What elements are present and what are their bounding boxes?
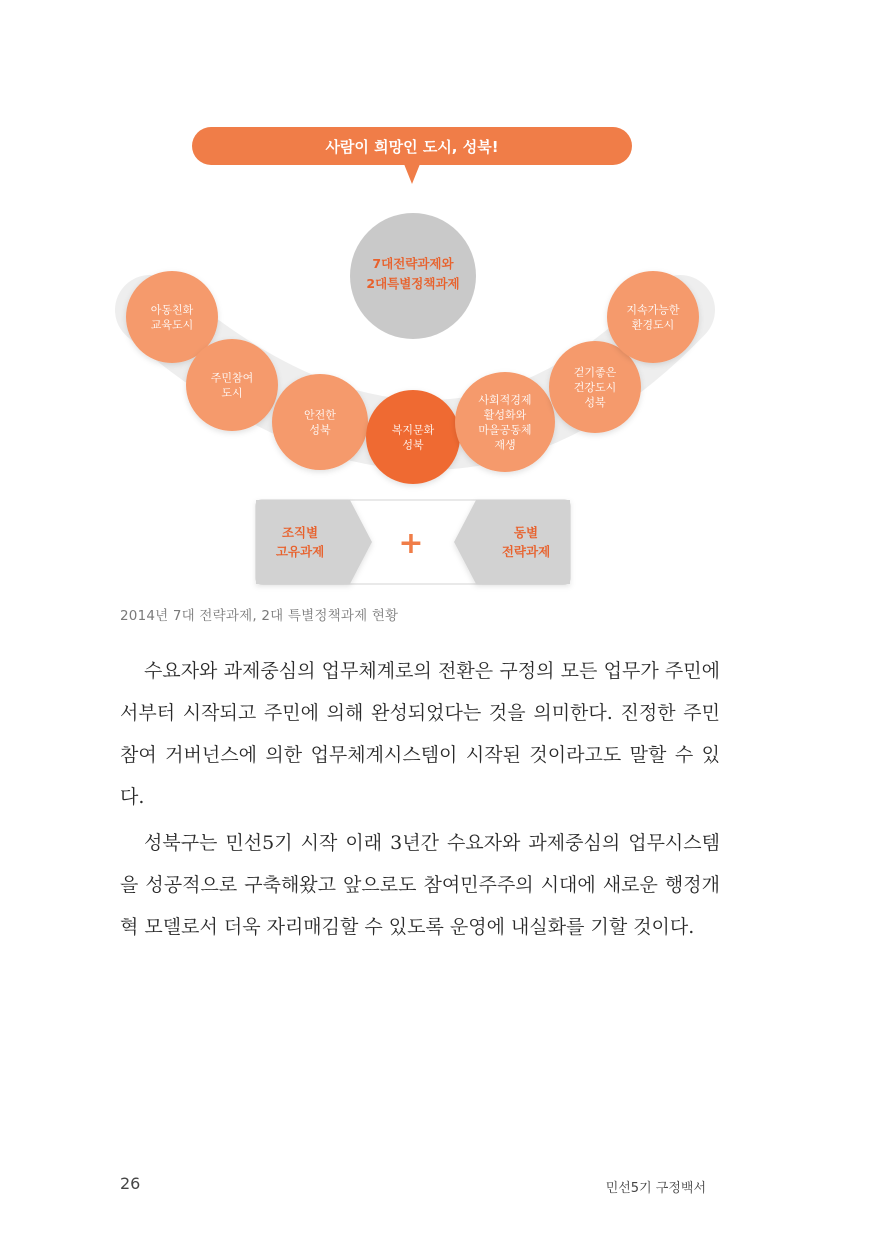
goal-circle-label: 건강도시 xyxy=(573,381,617,394)
goal-circle-label: 활성화와 xyxy=(483,408,527,422)
body-text xyxy=(120,650,720,952)
goal-circle-label: 주민참여 xyxy=(210,371,254,385)
goal-circle-label: 걷기좋은 xyxy=(573,366,617,379)
page-number: 26 xyxy=(120,1174,141,1193)
goal-circle-label: 복지문화 xyxy=(391,423,435,437)
goal-circle-shape xyxy=(272,374,368,470)
goal-circle-label: 지속가능한 xyxy=(626,303,680,317)
banner-text: 사람이 희망인 도시, 성북! xyxy=(325,138,499,156)
goal-circle-label: 재생 xyxy=(494,438,516,452)
goal-circle-shape xyxy=(366,390,460,484)
center-circle-line-1: 7대전략과제와 xyxy=(372,256,454,271)
banner xyxy=(192,127,632,184)
goal-circle-2 xyxy=(186,339,278,431)
goal-circle-label: 마을공동체 xyxy=(478,423,532,437)
figure-caption: 2014년 7대 전략과제, 2대 특별정책과제 현황 xyxy=(120,608,399,624)
goal-circle-label: 아동친화 xyxy=(150,303,194,317)
paragraph-1: 수요자와 과제중심의 업무체계로의 전환은 구정의 모든 업무가 주민에서부터 시작되고 주민에 의해 완성되었다는 것을 의미한다. 진정한 주민참여 거버넌스에 의한 업무체계시스템이 시작된 것이라고도 말할 수 있다. xyxy=(120,660,720,808)
bottom-panel xyxy=(256,500,570,584)
plus-sign: + xyxy=(398,526,424,561)
goal-circle-label: 성북 xyxy=(402,438,424,452)
running-title: 민선5기 구정백서 xyxy=(605,1181,706,1196)
right-box-line-1: 동별 xyxy=(513,525,539,540)
left-box-line-2: 고유과제 xyxy=(275,544,325,559)
goal-circle-7 xyxy=(607,271,699,363)
goal-circle-3 xyxy=(272,374,368,470)
right-box-line-2: 전략과제 xyxy=(501,544,551,559)
goal-circle-label: 교육도시 xyxy=(150,318,194,332)
goal-circle-label: 성북 xyxy=(584,396,606,409)
right-arrow-box xyxy=(454,500,570,584)
strategy-diagram xyxy=(0,0,886,600)
paragraph-2: 성북구는 민선5기 시작 이래 3년간 수요자와 과제중심의 업무시스템을 성공적으로 구축해왔고 앞으로도 참여민주주의 시대에 새로운 행정개혁 모델로서 더욱 자리매김할 수 있도록 운영에 내실화를 기할 것이다. xyxy=(120,832,720,938)
goal-circle-4 xyxy=(366,390,460,484)
goal-circle-label: 성북 xyxy=(309,423,331,437)
center-circle-line-2: 2대특별정책과제 xyxy=(366,276,460,291)
left-box-line-1: 조직별 xyxy=(281,525,319,540)
goal-circle-label: 안전한 xyxy=(304,408,336,422)
left-arrow-box xyxy=(256,500,372,584)
goal-circle-shape xyxy=(607,271,699,363)
goal-circle-shape xyxy=(455,372,555,472)
goal-circle-label: 환경도시 xyxy=(631,318,675,332)
center-circle xyxy=(350,213,476,339)
goal-circle-shape xyxy=(186,339,278,431)
goal-circle-label: 도시 xyxy=(221,386,243,400)
goal-circle-5 xyxy=(455,372,555,472)
goal-circle-label: 사회적경제 xyxy=(478,393,532,407)
